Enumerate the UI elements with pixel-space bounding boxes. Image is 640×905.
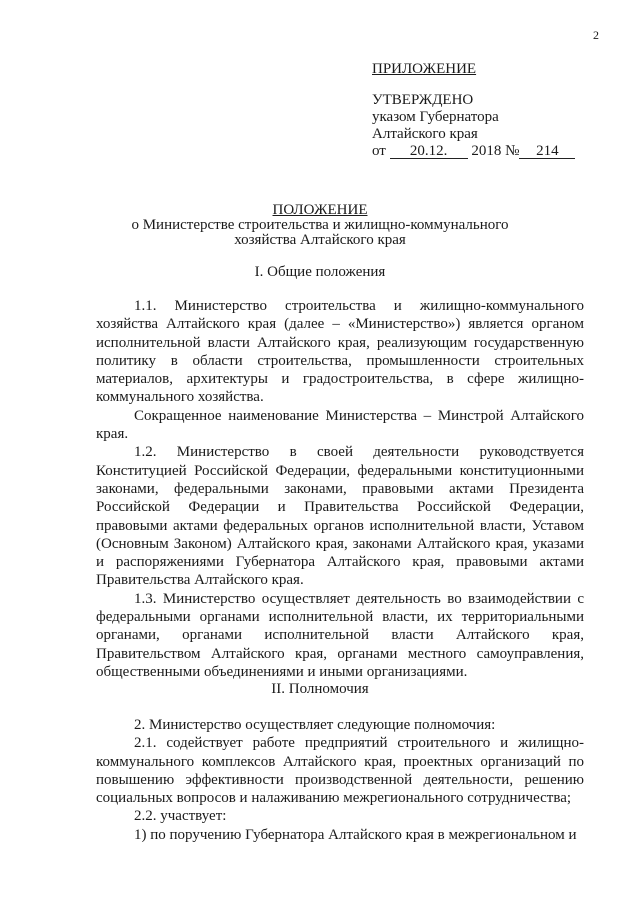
section-2-heading: II. Полномочия (271, 681, 369, 697)
page-number: 2 (593, 28, 599, 42)
section-1-body (96, 297, 584, 681)
document-title-sub1: о Министерстве строительства и жилищно-коммунального (131, 217, 509, 233)
region-label: Алтайского края (372, 126, 478, 142)
decree-year-number: 2018 № (471, 143, 520, 159)
paragraph-2-1: 2.1. содействует работе предприятий строительного и жилищно-коммунального комплексов Алтайского края, проектных организаций по повышению эффективности производственной деятельности, решению социальных вопросов и налаживанию межрегионального сотрудничества; (96, 735, 584, 807)
paragraph-2-2: 2.2. участвует: (134, 808, 227, 825)
section-2-body (96, 716, 584, 844)
paragraph-1-3: 1.3. Министерство осуществляет деятельность во взаимодействии с федеральными органами исполнительной власти, их территориальными органами, органами исполнительной власти Алтайского края, Правительством Алтайского края, органами местного самоуправления, общественными объединениями и иными организациями. (96, 590, 584, 680)
decree-label: указом Губернатора (372, 109, 499, 125)
section-1-heading: I. Общие положения (254, 264, 386, 280)
paragraph-short-name: Сокращенное наименование Министерства – Минстрой Алтайского края. (96, 407, 584, 443)
decree-number: 214 (519, 144, 575, 159)
paragraph-2: 2. Министерство осуществляет следующие полномочия: (134, 717, 496, 733)
document-title-sub2: хозяйства Алтайского края (234, 232, 406, 248)
document-title (0, 203, 640, 248)
decree-date: 20.12. (390, 144, 468, 159)
paragraph-1-2: 1.2. Министерство в своей деятельности руководствуется Конституцией Российской Федерации, федеральными конституционными законами, федеральными законами, правовыми актами Президента Российской Федерации и Правительства Российской Федерации, правовыми актами федеральных органов исполнительной власти, Уставом (Основным Законом) Алтайского края, законами Алтайского края, указами и распоряжениями Губернатора Алтайского края, правовыми актами Правительства Алтайского края. (96, 444, 584, 589)
paragraph-1-1: 1.1. Министерство строительства и жилищно-коммунального хозяйства Алтайского края (далее – «Министерство») является органом исполнительной власти Алтайского края, реализующим государственную политику в области строительства, промышленности строительных материалов, архитектуры и градостроительства, в сфере жилищно-коммунального хозяйства. (96, 298, 584, 406)
decree-date-line (372, 143, 575, 160)
document-title-main: ПОЛОЖЕНИЕ (272, 202, 368, 218)
date-prefix: от (372, 143, 386, 159)
paragraph-2-2-1: 1) по поручению Губернатора Алтайского края в межрегиональном и (134, 826, 577, 843)
appendix-title: ПРИЛОЖЕНИЕ (372, 61, 477, 77)
appendix-block (372, 61, 575, 160)
approved-label: УТВЕРЖДЕНО (372, 92, 474, 108)
